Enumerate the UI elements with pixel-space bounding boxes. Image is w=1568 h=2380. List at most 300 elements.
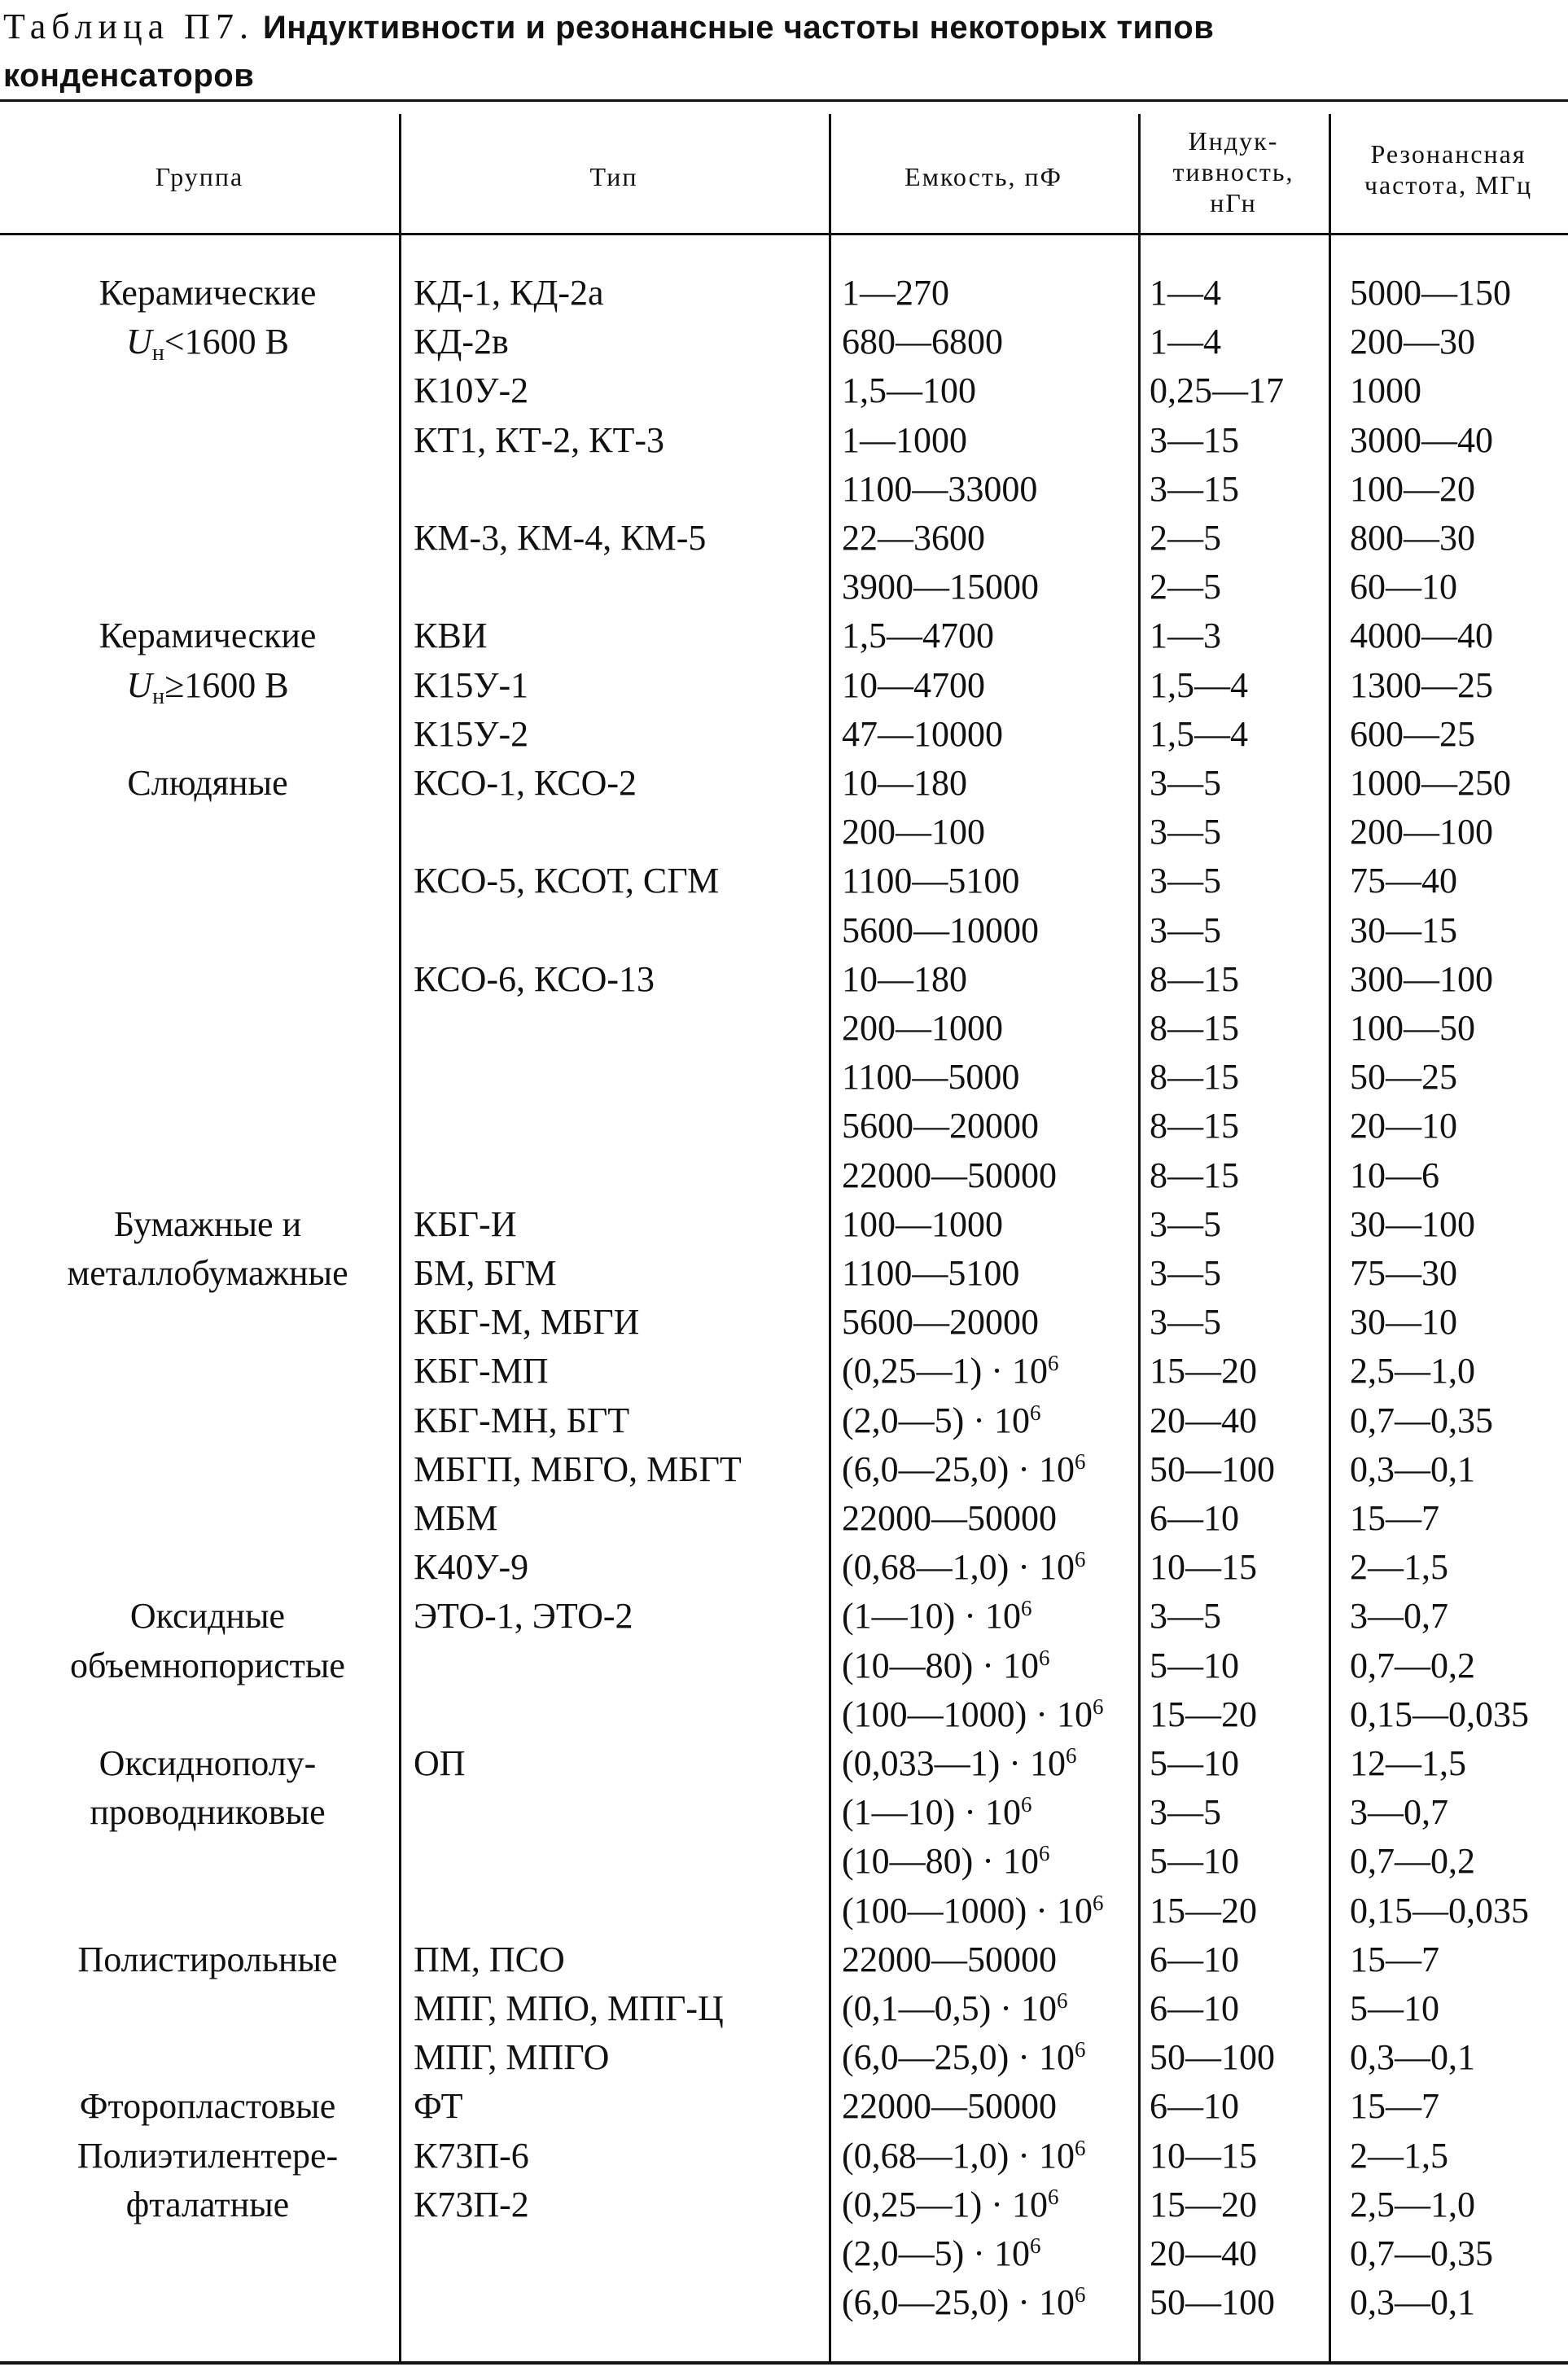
cell-group: Полистирольные — [77, 1939, 338, 1979]
cell-type — [414, 808, 837, 857]
capacity-exponent: 6 — [1074, 1547, 1086, 1572]
cell-inductance: 1—3 — [1150, 616, 1221, 656]
capacity-value: (2,0—5) · 10 — [842, 2233, 1030, 2273]
table-row — [0, 906, 1568, 955]
cell-frequency: 0,15—0,035 — [1350, 1694, 1529, 1734]
capacity-value: (6,0—25,0) · 10 — [842, 2282, 1075, 2323]
cell-group: Керамические — [99, 273, 317, 313]
cell-type — [414, 465, 837, 514]
cell-type: К15У-1 — [414, 664, 529, 705]
cell-capacity — [842, 661, 1135, 710]
capacity-value: 1,5—4700 — [842, 616, 994, 656]
cell-group — [16, 465, 399, 514]
cell-type — [414, 1788, 837, 1837]
cell-type: КМ-3, КМ-4, КМ-5 — [414, 518, 707, 558]
cell-group — [16, 710, 399, 759]
cell-frequency: 300—100 — [1350, 958, 1493, 999]
capacity-value: (0,68—1,0) · 10 — [842, 1547, 1075, 1588]
cell-inductance: 10—15 — [1150, 2135, 1257, 2176]
cell-capacity — [842, 906, 1135, 955]
cell-capacity — [842, 1739, 1135, 1788]
cell-type: КБГ-МН, БГТ — [414, 1400, 630, 1440]
capacity-exponent: 6 — [1092, 1694, 1104, 1719]
voltage-symbol: U — [126, 322, 152, 362]
caption-label: Таблица П7. — [3, 7, 254, 46]
capacity-value: 1—1000 — [842, 419, 967, 460]
cell-group: металлобумажные — [67, 1253, 348, 1293]
header-inductance-line1: Индук- — [1188, 126, 1279, 156]
cell-group — [16, 2278, 399, 2327]
cell-type — [414, 2229, 837, 2278]
table-row — [0, 2278, 1568, 2327]
cell-type: МБМ — [414, 1498, 498, 1538]
table-row — [0, 416, 1568, 465]
cell-frequency: 0,3—0,1 — [1350, 2282, 1475, 2323]
table-row — [0, 759, 1568, 808]
cell-capacity — [842, 1200, 1135, 1249]
cell-group: Керамические — [99, 616, 317, 656]
cell-type — [414, 1837, 837, 1886]
table-row — [0, 1887, 1568, 1935]
cell-inductance: 50—100 — [1150, 1449, 1275, 1489]
cell-group: Слюдяные — [127, 763, 288, 803]
table-row — [0, 1151, 1568, 1200]
cell-type: КБГ-М, МБГИ — [414, 1302, 640, 1343]
cell-group — [16, 1102, 399, 1151]
voltage-limit: ≥1600 В — [164, 664, 289, 705]
cell-frequency: 0,7—0,35 — [1350, 1400, 1493, 1440]
cell-group: объемнопористые — [70, 1645, 345, 1685]
cell-capacity — [842, 1445, 1135, 1494]
cell-group — [16, 1445, 399, 1494]
cell-inductance: 15—20 — [1150, 1351, 1257, 1392]
cell-inductance: 15—20 — [1150, 1694, 1257, 1734]
cell-type — [414, 1102, 837, 1151]
table-row — [0, 1298, 1568, 1347]
cell-frequency: 1300—25 — [1350, 664, 1493, 705]
voltage-limit: <1600 В — [164, 322, 289, 362]
cell-inductance: 2—5 — [1150, 518, 1221, 558]
cell-inductance: 50—100 — [1150, 2037, 1275, 2078]
table-row — [0, 1935, 1568, 1984]
cell-group — [16, 1298, 399, 1347]
cell-inductance: 3—5 — [1150, 861, 1221, 901]
capacity-value: 22—3600 — [842, 518, 985, 558]
cell-inductance: 6—10 — [1150, 1498, 1239, 1538]
cell-frequency: 30—15 — [1350, 909, 1457, 950]
capacity-exponent: 6 — [1020, 1596, 1032, 1621]
cell-frequency: 2—1,5 — [1350, 2135, 1448, 2176]
cell-type — [414, 1004, 837, 1053]
cell-inductance: 6—10 — [1150, 2086, 1239, 2127]
cell-inductance: 2—5 — [1150, 567, 1221, 607]
table-row — [0, 611, 1568, 660]
cell-inductance: 15—20 — [1150, 1890, 1257, 1931]
cell-frequency: 200—30 — [1350, 322, 1475, 362]
table-row — [0, 1788, 1568, 1837]
capacity-value: 200—1000 — [842, 1008, 1003, 1048]
header-frequency-line2: частота, МГц — [1364, 170, 1533, 199]
cell-type — [414, 906, 837, 955]
cell-group — [16, 1053, 399, 1102]
cell-capacity — [842, 1837, 1135, 1886]
table-row — [0, 563, 1568, 611]
table-row — [0, 1592, 1568, 1641]
cell-type: ОП — [414, 1743, 466, 1783]
cell-type — [414, 1151, 837, 1200]
table-row — [0, 514, 1568, 563]
capacity-value: (1—10) · 10 — [842, 1792, 1021, 1833]
cell-type: ЭТО-1, ЭТО-2 — [414, 1596, 633, 1637]
cell-capacity — [842, 611, 1135, 660]
cell-frequency: 1000 — [1350, 370, 1421, 411]
cell-frequency: 0,7—0,2 — [1350, 1645, 1475, 1685]
capacity-exponent: 6 — [1065, 1743, 1077, 1768]
cell-inductance: 3—5 — [1150, 1596, 1221, 1637]
cell-type: ФТ — [414, 2086, 463, 2127]
header-capacity: Емкость, пФ — [904, 162, 1062, 191]
cell-inductance: 3—5 — [1150, 1302, 1221, 1343]
header-inductance-line2: тивность, — [1172, 157, 1294, 186]
cell-capacity — [842, 2033, 1135, 2082]
capacity-value: 1,5—100 — [842, 370, 976, 411]
table-bottom-rule — [0, 2361, 1568, 2365]
capacity-value: 10—4700 — [842, 664, 985, 705]
cell-group — [16, 955, 399, 1004]
table-row — [0, 465, 1568, 514]
cell-type: КБГ-И — [414, 1203, 517, 1244]
header-inductance-line3: нГн — [1210, 188, 1257, 217]
cell-capacity — [842, 366, 1135, 415]
cell-inductance: 8—15 — [1150, 958, 1239, 999]
table-row — [0, 1641, 1568, 1690]
cell-capacity — [842, 465, 1135, 514]
cell-inductance: 6—10 — [1150, 1988, 1239, 2028]
cell-type: КСО-1, КСО-2 — [414, 763, 637, 803]
cell-frequency: 100—50 — [1350, 1008, 1475, 1048]
cell-inductance: 3—5 — [1150, 763, 1221, 803]
cell-frequency: 5000—150 — [1350, 273, 1511, 313]
cell-frequency: 0,15—0,035 — [1350, 1890, 1529, 1931]
cell-capacity — [842, 2278, 1135, 2327]
cell-capacity — [842, 318, 1135, 366]
table-row — [0, 955, 1568, 1004]
table-row — [0, 1739, 1568, 1788]
cell-capacity — [842, 1935, 1135, 1984]
cell-frequency: 5—10 — [1350, 1988, 1439, 2028]
capacity-value: (0,033—1) · 10 — [842, 1743, 1066, 1783]
capacity-value: (0,25—1) · 10 — [842, 2184, 1048, 2224]
cell-frequency: 30—100 — [1350, 1203, 1475, 1244]
cell-inductance: 6—10 — [1150, 1939, 1239, 1979]
cell-type: МПГ, МПО, МПГ-Ц — [414, 1988, 724, 2028]
cell-frequency: 600—25 — [1350, 713, 1475, 754]
capacity-value: 22000—50000 — [842, 1939, 1057, 1979]
table-row — [0, 318, 1568, 366]
table-row — [0, 1445, 1568, 1494]
cell-frequency: 3—0,7 — [1350, 1792, 1448, 1833]
capacity-value: 5600—20000 — [842, 1106, 1039, 1146]
table-row — [0, 1200, 1568, 1249]
cell-inductance: 5—10 — [1150, 1743, 1239, 1783]
cell-group — [16, 416, 399, 465]
cell-capacity — [842, 1788, 1135, 1837]
table-row — [0, 1690, 1568, 1739]
cell-inductance: 3—5 — [1150, 909, 1221, 950]
cell-group — [16, 1347, 399, 1396]
cell-frequency: 60—10 — [1350, 567, 1457, 607]
capacity-value: (6,0—25,0) · 10 — [842, 1449, 1075, 1489]
capacity-exponent: 6 — [1074, 2282, 1086, 2308]
cell-type: К40У-9 — [414, 1547, 529, 1588]
capacity-value: (0,25—1) · 10 — [842, 1351, 1048, 1392]
cell-capacity — [842, 1102, 1135, 1151]
cell-type — [414, 1690, 837, 1739]
cell-inductance: 15—20 — [1150, 2184, 1257, 2224]
cell-frequency: 2,5—1,0 — [1350, 2184, 1475, 2224]
table-row — [0, 1347, 1568, 1396]
cell-inductance: 8—15 — [1150, 1008, 1239, 1048]
capacity-value: 10—180 — [842, 763, 967, 803]
cell-frequency: 0,3—0,1 — [1350, 1449, 1475, 1489]
voltage-subscript: н — [152, 683, 165, 709]
capacity-value: 5600—10000 — [842, 909, 1039, 950]
cell-capacity — [842, 2181, 1135, 2229]
capacity-value: 22000—50000 — [842, 1498, 1057, 1538]
table-row — [0, 1984, 1568, 2033]
cell-inductance: 3—5 — [1150, 1203, 1221, 1244]
capacity-value: (1—10) · 10 — [842, 1596, 1021, 1637]
cell-capacity — [842, 1151, 1135, 1200]
cell-capacity — [842, 1984, 1135, 2033]
cell-capacity — [842, 416, 1135, 465]
cell-capacity — [842, 1592, 1135, 1641]
cell-frequency: 75—30 — [1350, 1253, 1457, 1293]
cell-type: КВИ — [414, 616, 488, 656]
cell-type — [414, 2278, 837, 2327]
caption-title-line1: Индуктивности и резонансные частоты некоторых типов — [262, 10, 1215, 46]
cell-group — [16, 1396, 399, 1445]
voltage-symbol: U — [126, 664, 153, 705]
capacity-exponent: 6 — [1047, 2184, 1059, 2209]
cell-capacity — [842, 1053, 1135, 1102]
cell-type — [414, 563, 837, 611]
cell-capacity — [842, 955, 1135, 1004]
cell-frequency: 0,7—0,2 — [1350, 1841, 1475, 1882]
cell-frequency: 2,5—1,0 — [1350, 1351, 1475, 1392]
cell-type: КБГ-МП — [414, 1351, 549, 1392]
cell-type: КСО-6, КСО-13 — [414, 958, 655, 999]
header-type: Тип — [589, 162, 638, 191]
table-row — [0, 808, 1568, 857]
caption-title-line2: конденсаторов — [3, 58, 255, 94]
header-bottom-rule — [0, 233, 1568, 235]
cell-type: КД-2в — [414, 322, 509, 362]
cell-inductance: 5—10 — [1150, 1645, 1239, 1685]
cell-capacity — [842, 2229, 1135, 2278]
table-row — [0, 2082, 1568, 2131]
cell-capacity — [842, 514, 1135, 563]
cell-frequency: 15—7 — [1350, 1939, 1439, 1979]
cell-inductance: 3—15 — [1150, 419, 1239, 460]
cell-group: фталатные — [125, 2184, 290, 2224]
cell-inductance: 1,5—4 — [1150, 664, 1248, 705]
capacity-value: 1100—5100 — [842, 861, 1020, 901]
capacity-value: (10—80) · 10 — [842, 1841, 1039, 1882]
table-row — [0, 857, 1568, 905]
cell-type: КД-1, КД-2а — [414, 273, 604, 313]
cell-inductance: 8—15 — [1150, 1155, 1239, 1195]
capacity-exponent: 6 — [1047, 1351, 1059, 1376]
capacity-exponent: 6 — [1056, 1988, 1068, 2013]
capacity-value: 10—180 — [842, 958, 967, 999]
cell-inductance: 20—40 — [1150, 1400, 1257, 1440]
cell-inductance: 5—10 — [1150, 1841, 1239, 1882]
cell-capacity — [842, 1298, 1135, 1347]
cell-type — [414, 1641, 837, 1690]
cell-type: КСО-5, КСОТ, СГМ — [414, 861, 720, 901]
cell-capacity — [842, 269, 1135, 318]
cell-inductance: 8—15 — [1150, 1057, 1239, 1098]
table-row — [0, 710, 1568, 759]
capacity-value: (0,1—0,5) · 10 — [842, 1988, 1057, 2028]
cell-capacity — [842, 1543, 1135, 1592]
header-top-rule — [0, 99, 1568, 102]
cell-group — [16, 906, 399, 955]
cell-inductance: 1,5—4 — [1150, 713, 1248, 754]
capacity-exponent: 6 — [1074, 2037, 1086, 2062]
cell-group — [16, 1004, 399, 1053]
cell-group: Бумажные и — [113, 1203, 302, 1244]
capacity-value: 5600—20000 — [842, 1302, 1039, 1343]
cell-inductance: 1—4 — [1150, 322, 1221, 362]
cell-frequency: 10—6 — [1350, 1155, 1439, 1195]
cell-frequency: 2—1,5 — [1350, 1547, 1448, 1588]
capacity-value: 200—100 — [842, 812, 985, 853]
cell-inductance: 1—4 — [1150, 273, 1221, 313]
capacity-value: 1—270 — [842, 273, 949, 313]
cell-type: К73П-2 — [414, 2184, 529, 2224]
cell-inductance: 3—5 — [1150, 1792, 1221, 1833]
cell-frequency: 15—7 — [1350, 1498, 1439, 1538]
cell-frequency: 20—10 — [1350, 1106, 1457, 1146]
cell-capacity — [842, 1494, 1135, 1543]
cell-group — [16, 1984, 399, 2033]
cell-inductance: 8—15 — [1150, 1106, 1239, 1146]
header-group: Группа — [155, 162, 244, 191]
cell-group — [16, 2033, 399, 2082]
cell-capacity — [842, 1690, 1135, 1739]
table-row — [0, 2132, 1568, 2181]
cell-capacity — [842, 1347, 1135, 1396]
header-inductance — [1138, 125, 1329, 218]
cell-group — [16, 1543, 399, 1592]
cell-group — [16, 1151, 399, 1200]
cell-capacity — [842, 710, 1135, 759]
cell-frequency: 1000—250 — [1350, 763, 1511, 803]
cell-type: К15У-2 — [414, 713, 529, 754]
cell-inductance: 3—15 — [1150, 468, 1239, 509]
table-row — [0, 1249, 1568, 1298]
cell-frequency: 3—0,7 — [1350, 1596, 1448, 1637]
table-row — [0, 2033, 1568, 2082]
capacity-value: 22000—50000 — [842, 2086, 1057, 2127]
capacity-value: 1100—33000 — [842, 468, 1038, 509]
cell-group — [16, 1887, 399, 1935]
cell-type: КТ1, КТ-2, КТ-3 — [414, 419, 664, 460]
cell-type: К73П-6 — [414, 2135, 529, 2176]
cell-capacity — [842, 1249, 1135, 1298]
capacity-value: 1100—5000 — [842, 1057, 1020, 1098]
capacity-value: 100—1000 — [842, 1203, 1003, 1244]
cell-capacity — [842, 1396, 1135, 1445]
cell-capacity — [842, 1641, 1135, 1690]
cell-capacity — [842, 759, 1135, 808]
cell-frequency: 3000—40 — [1350, 419, 1493, 460]
capacity-value: 680—6800 — [842, 322, 1003, 362]
cell-type: БМ, БГМ — [414, 1253, 557, 1293]
cell-inductance: 20—40 — [1150, 2233, 1257, 2273]
cell-type: МПГ, МПГО — [414, 2037, 610, 2078]
capacity-value: (2,0—5) · 10 — [842, 1400, 1030, 1440]
table-row — [0, 1004, 1568, 1053]
cell-group — [16, 1690, 399, 1739]
voltage-subscript: н — [151, 340, 164, 366]
cell-group — [16, 1494, 399, 1543]
cell-frequency: 30—10 — [1350, 1302, 1457, 1343]
capacity-value: 22000—50000 — [842, 1155, 1057, 1195]
cell-frequency: 50—25 — [1350, 1057, 1457, 1098]
cell-inductance: 50—100 — [1150, 2282, 1275, 2323]
table-row — [0, 2229, 1568, 2278]
cell-type: К10У-2 — [414, 370, 529, 411]
capacity-exponent: 6 — [1038, 1841, 1050, 1866]
capacity-exponent: 6 — [1029, 1400, 1041, 1425]
cell-type: ПМ, ПСО — [414, 1939, 565, 1979]
cell-capacity — [842, 2132, 1135, 2181]
table-row — [0, 269, 1568, 318]
cell-frequency: 75—40 — [1350, 861, 1457, 901]
cell-inductance: 3—5 — [1150, 1253, 1221, 1293]
cell-group — [16, 857, 399, 905]
capacity-value: (0,68—1,0) · 10 — [842, 2135, 1075, 2176]
table-row — [0, 1837, 1568, 1886]
cell-frequency: 200—100 — [1350, 812, 1493, 853]
cell-group: Оксидные — [129, 1596, 286, 1637]
cell-type: МБГП, МБГО, МБГТ — [414, 1449, 742, 1489]
capacity-value: (6,0—25,0) · 10 — [842, 2037, 1075, 2078]
capacity-value: (10—80) · 10 — [842, 1645, 1039, 1685]
cell-capacity — [842, 1004, 1135, 1053]
cell-group — [16, 661, 399, 710]
table-row — [0, 1053, 1568, 1102]
cell-inductance: 0,25—17 — [1150, 370, 1284, 411]
header-frequency-line1: Резонансная — [1370, 139, 1526, 169]
cell-frequency: 0,3—0,1 — [1350, 2037, 1475, 2078]
cell-type — [414, 1053, 837, 1102]
cell-group — [16, 1837, 399, 1886]
cell-frequency: 800—30 — [1350, 518, 1475, 558]
cell-group: Оксиднополу- — [99, 1743, 317, 1783]
cell-capacity — [842, 857, 1135, 905]
table-row — [0, 1494, 1568, 1543]
table-row — [0, 366, 1568, 415]
capacity-exponent: 6 — [1029, 2233, 1041, 2258]
cell-frequency: 0,7—0,35 — [1350, 2233, 1493, 2273]
cell-group: проводниковые — [90, 1792, 326, 1833]
capacity-value: 3900—15000 — [842, 567, 1039, 607]
capacity-exponent: 6 — [1092, 1890, 1104, 1915]
